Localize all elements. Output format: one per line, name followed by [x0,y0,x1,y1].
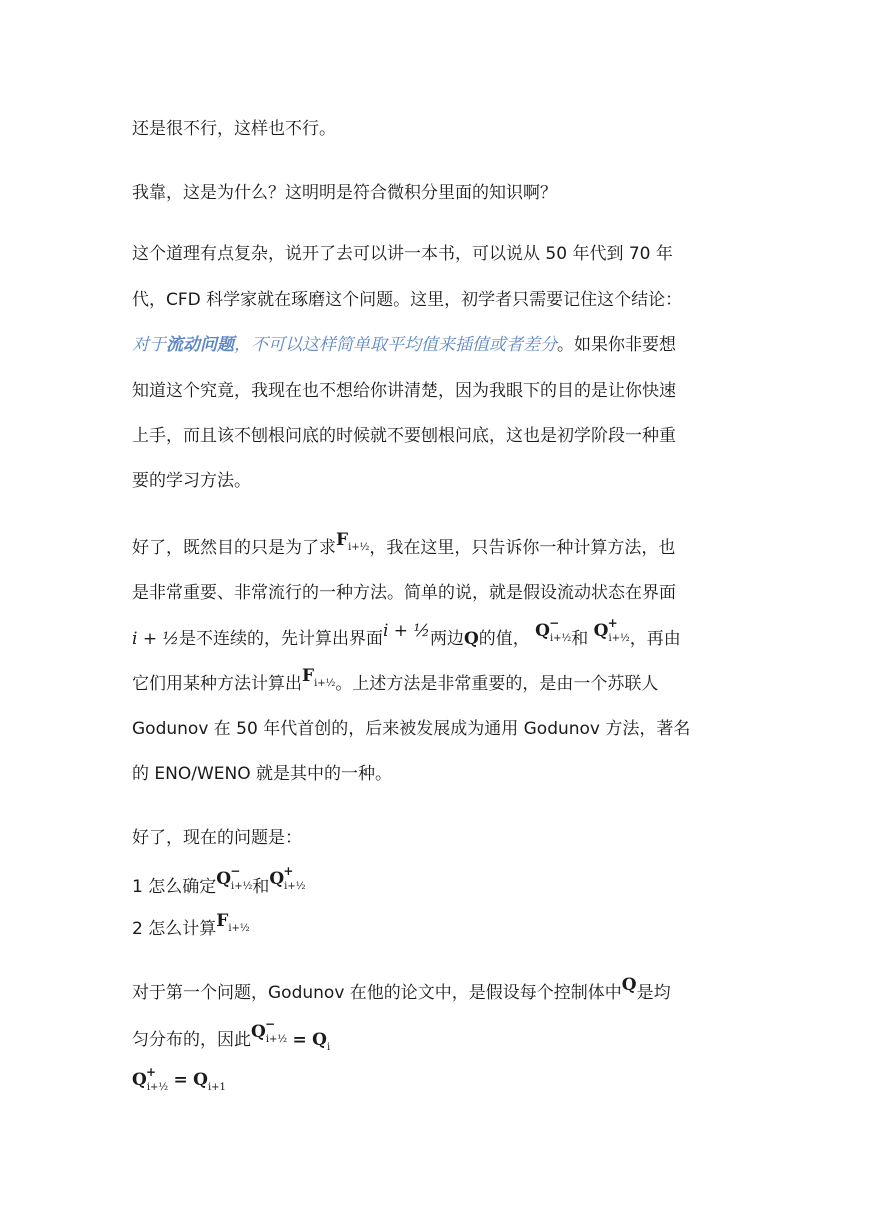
text-span: 两边 [429,629,464,649]
paragraph-4-line-4 [132,666,659,698]
highlight-text-bold: 流动问题 [166,335,234,355]
question-2 [132,911,250,943]
paragraph-6-line-1 [132,975,671,1004]
text-span: ，我在这里，只告诉你一种计算方法，也 [369,538,676,558]
math-subscript: i+½ [608,633,630,644]
math-symbol: F [216,911,229,931]
math-symbol: F [302,666,315,686]
paragraph-1: 还是很不行，这样也不行。 [132,119,336,139]
math-symbol: Q [593,621,609,641]
math-symbol: Q [132,1070,147,1090]
math-subscript: i+½ [549,633,572,644]
math-equals: = [173,1070,188,1090]
paragraph-4-line-1 [132,530,676,562]
question-1 [132,864,306,901]
highlight-text-c: ，不可以这样简单取平均值来插值或者差分 [234,335,557,355]
math-subscript: i+½ [314,678,336,689]
text-span: 匀分布的，因此 [132,1030,251,1050]
paragraph-2: 我靠，这是为什么？这明明是符合微积分里面的知识啊？ [132,183,557,203]
math-symbol: Q [312,1030,327,1050]
math-symbol: Q [269,869,285,889]
text-span: 对于第一个问题，Godunov 在他的论文中，是假设每个控制体中 [132,983,622,1003]
math-Q-i [312,1029,330,1054]
math-symbol: Q [535,621,550,641]
math-superscript: − [230,864,241,878]
text-span: 是均 [636,983,671,1003]
math-Q-plus [593,616,630,645]
math-subscript: i+½ [231,881,253,892]
text-span: 1 怎么确定 [132,877,217,897]
math-Q-i1 [193,1069,226,1094]
math-subscript: i+½ [228,923,250,934]
math-superscript: + [283,864,294,878]
math-subscript: i+1 [207,1082,226,1093]
text-span: 。上述方法是非常重要的，是由一个苏联人 [335,674,659,694]
math-subscript: i+½ [348,542,370,553]
math-Q-minus [535,616,572,645]
text-span: 和 [252,877,270,897]
math-symbol: F [336,530,349,550]
math-symbol: Q [193,1070,208,1090]
paragraph-4-line-6: 的 ENO/WENO 就是其中的一种。 [132,764,393,784]
paragraph-4-line-3 [132,616,681,653]
math-Q-minus [251,1017,288,1046]
paragraph-3-line-4: 知道这个究竟，我现在也不想给你讲清楚，因为我眼下的目的是让你快速 [132,381,676,401]
paragraph-3-line-6: 要的学习方法。 [132,471,251,491]
math-Q: Q [463,629,479,649]
text-span: ，再由 [629,629,681,649]
text-span: 的值， [478,629,530,649]
math-subscript: i [326,1042,331,1053]
math-symbol: Q [251,1022,266,1042]
math-superscript: + [607,616,618,630]
math-F-half [336,529,369,554]
text-span: 它们用某种方法计算出 [132,674,302,694]
paragraph-3-line-1: 这个道理有点复杂，说开了去可以讲一本书，可以说从 50 年代到 70 年 [132,244,673,264]
paragraph-3-line-3 [132,334,676,356]
math-superscript: + [146,1065,157,1079]
math-Q-plus [269,864,306,893]
paragraph-3-line-2: 代，CFD 科学家就在琢磨这个问题。这里，初学者只需要记住这个结论： [132,290,683,310]
math-subscript: i+½ [146,1082,169,1093]
math-F-half [216,910,249,935]
paragraph-4-line-5: Godunov 在 50 年代首创的，后来被发展成为通用 Godunov 方法，著名 [132,719,691,739]
math-subscript: i+½ [265,1034,288,1045]
text-span: 和 [571,629,589,649]
highlight-text-a: 对于 [132,335,166,355]
math-superscript: − [265,1017,276,1031]
text-span: 2 怎么计算 [132,919,217,939]
math-equals: = [292,1030,307,1050]
paragraph-4-line-2: 是非常重要、非常流行的一种方法。简单的说，就是假设流动状态在界面 [132,583,676,603]
math-Q-plus [132,1065,169,1094]
math-symbol: Q [216,869,232,889]
math-i-half: i + ½ [132,629,179,649]
equation-line [132,1065,226,1094]
paragraph-3-line-5: 上手，而且该不刨根问底的时候就不要刨根问底，这也是初学阶段一种重 [132,426,676,446]
text-span: 是不连续的，先计算出界面 [178,629,383,649]
math-Q-minus [216,864,253,893]
text-span: 。如果你非要想 [557,335,676,355]
math-superscript: − [549,616,560,630]
math-subscript: i+½ [284,881,306,892]
text-span: 好了，既然目的只是为了求 [132,538,336,558]
paragraph-5-intro: 好了，现在的问题是： [132,828,302,848]
math-F-half [302,665,335,690]
math-i-half-raised: i + ½ [382,621,430,641]
paragraph-6-line-2 [132,1017,331,1054]
math-Q: Q [621,975,637,995]
